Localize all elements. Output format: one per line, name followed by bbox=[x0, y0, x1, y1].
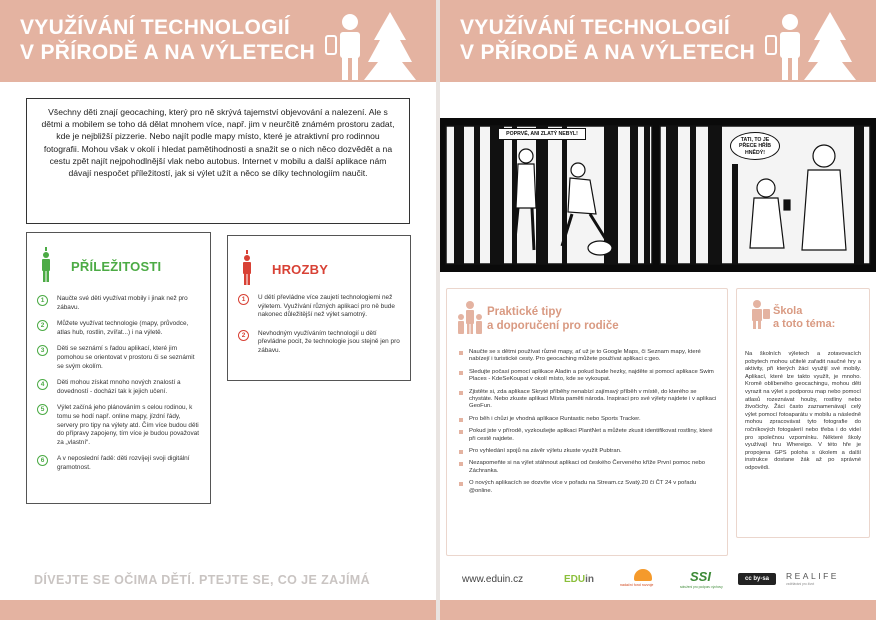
eduin-link[interactable]: www.eduin.cz bbox=[462, 574, 524, 585]
left-bottom-bar bbox=[0, 600, 436, 620]
comic-strip bbox=[440, 118, 876, 272]
family-icon bbox=[457, 299, 483, 335]
right-page bbox=[440, 0, 876, 620]
eduin-logo: EDUin bbox=[564, 574, 595, 585]
list-item: 2 Můžete využívat technologie (mapy, průvodce, atlas hub, rostlin, zvířat...) i na výletě. bbox=[37, 320, 202, 337]
list-item: Zjistěte si, zda aplikace Skryté příběhy nenabízí zajímavý příběh v místě, do kterého se chystáte. Nebo zkuste aplikaci Místa paměti národa. Inspiraci pro své výlety najdete i v aplikaci GeoFun. bbox=[459, 389, 719, 411]
list-item: Nezapomeňte si na výlet stáhnout aplikaci od českého Červeného kříže První pomoc nebo Záchranka. bbox=[459, 460, 719, 475]
comic-illustration bbox=[440, 118, 876, 272]
list-item: O nových aplikacích se dozvíte více v pořadu na Stream.cz Svatý.20 či ČT 24 v pořadu @online. bbox=[459, 480, 719, 495]
slogan: DÍVEJTE SE OČIMA DĚTÍ. PTEJTE SE, CO JE ZAJÍMÁ bbox=[34, 573, 371, 587]
red-person-icon bbox=[240, 250, 254, 286]
school-heading: Škola a toto téma: bbox=[773, 305, 836, 330]
ssi-logo: SSI sdružení pro podporu výchovy bbox=[680, 569, 723, 589]
footer bbox=[440, 565, 876, 593]
list-item: 3 Děti se seznámí s řadou aplikací, které jim pomohou se orientovat v prostoru či se seznámit se svým okolím. bbox=[37, 345, 202, 371]
list-item: Sledujte počasí pomocí aplikace Aladin a pokud bude hezky, najděte si pomocí aplikace Swim Places - KdeSeKoupat v okolí místo, kde se vykoupat. bbox=[459, 369, 719, 384]
person-with-phone-and-tree-icon bbox=[320, 6, 420, 82]
tips-list bbox=[459, 349, 719, 500]
list-item: 6 A v neposlední řadě: děti rozvíjejí svoji digitální gramotnost. bbox=[37, 455, 202, 472]
green-person-icon bbox=[39, 247, 53, 283]
list-item: Pro běh i chůzi je vhodná aplikace Runtastic nebo Sports Tracker. bbox=[459, 416, 719, 423]
foundation-logo: nadační fond rozvoje bbox=[620, 569, 668, 589]
school-box bbox=[736, 288, 870, 538]
speech-bubble: TATI, TO JE PŘECE HŘÍB HNĚDÝ! bbox=[730, 132, 780, 160]
list-item: Pro vyhledání spojů na závěr výletu zkuste využít Pubtran. bbox=[459, 448, 719, 455]
school-child-icon bbox=[747, 299, 771, 329]
person-with-phone-and-tree-icon bbox=[760, 6, 860, 82]
creative-commons-logo: cc by-sa bbox=[738, 573, 776, 585]
tips-heading: Praktické tipy a doporučení pro rodiče bbox=[487, 306, 619, 332]
realife-logo: REALIFE vzdělávání pro život bbox=[786, 571, 839, 586]
list-item: 1 U dětí převládne více zaujetí technologiemi než výletem. Využívání různých aplikací pro ně bude nakonec důležitější než výlet samotný. bbox=[238, 294, 402, 320]
intro-box bbox=[26, 98, 410, 224]
threats-heading: HROZBY bbox=[272, 262, 329, 277]
tips-box bbox=[446, 288, 728, 556]
left-title-banner bbox=[0, 0, 436, 82]
right-title-banner bbox=[440, 0, 876, 82]
school-text: Na školních výletech a zotavovacích pobytech mohou učitelé zařadit naučné hry a aktivity, při kterých žáci využijí své mobily. Aplikací, které lze takto využít, je mnoho. Kromě oblíbeného geocachingu, mohou děti vyrazit na výlet s podporou map nebo pomocí atlasů rozeznávat houby, rostliny nebo živočichy. Žáci často zaznamenávají celý výlet pomocí fotoaparátu v mobilu a následně mohou zpracovávat tyto fotografie do ročníkových fotogalerií nebo třeba i do videí pro společnou vzpomínku. Některé školy využívají hru Whereigo. V této hře je propojena GPS poloha s úkolem a další instrukce dostane žák až po správné odpovědi. bbox=[745, 351, 861, 471]
opportunities-box bbox=[26, 232, 211, 504]
opportunities-heading: PŘÍLEŽITOSTI bbox=[71, 259, 162, 274]
threats-list bbox=[238, 294, 402, 366]
list-item: Pokud jste v přírodě, vyzkoušejte aplikaci PlantNet a můžete zkusit identifikovat rostliny, které při cestě najdete. bbox=[459, 428, 719, 443]
speech-bubble: POPRVÉ, ANI ZLATÝ NEBYL! bbox=[498, 128, 586, 140]
list-item: 1 Naučte své děti využívat mobily i jinak než pro zábavu. bbox=[37, 295, 202, 312]
right-bottom-bar bbox=[440, 600, 876, 620]
left-page bbox=[0, 0, 436, 620]
list-item: Naučte se s dětmi používat různé mapy, ať už je to Google Maps, či Seznam mapy, které nabízejí i turistické cesty. Pro geocaching můžete používat aplikaci c:geo. bbox=[459, 349, 719, 364]
right-page-title: VYUŽÍVÁNÍ TECHNOLOGIÍ V PŘÍRODĚ A NA VÝLETECH bbox=[460, 16, 756, 64]
threats-box bbox=[227, 235, 411, 381]
intro-text: Všechny děti znají geocaching, který pro ně skrývá tajemství objevování a nalezení. Ale s dětmi a mobilem se toho dá dělat mnohem více, např. jim v neurčitě známém prostoru zadat, kde je nejbližší pizzerie. Nebo najít podle mapy místo, které je atraktivní pro rodinnou fotografii. Mohou však v okolí i hledat pamětihodnosti a snažit se o nich něco dozvědět a na cestu zpět najít nejpohodlnější vlak nebo autobus. Internet v mobilu a další aplikace nám dávají nespočet příležitostí, jak si výlet užít a něco se díky technologiím naučit. bbox=[41, 107, 395, 179]
list-item: 4 Děti mohou získat mnoho nových znalostí a dovedností - dochází tak k jejich učení. bbox=[37, 379, 202, 396]
list-item: 2 Nevhodným využíváním technologií u dětí převládne pocit, že technologie jsou stejně jen pro zábavu. bbox=[238, 330, 402, 356]
list-item: 5 Výlet začíná jeho plánováním s celou rodinou, k tomu se hodí např. online mapy, jízdní řády, servery pro tipy na výlety atd. Čím více budou děti do přípravy zapojeny, tím více je budou považovat za „vlastní“. bbox=[37, 404, 202, 447]
opportunities-list bbox=[37, 295, 202, 481]
left-page-title: VYUŽÍVÁNÍ TECHNOLOGIÍ V PŘÍRODĚ A NA VÝLETECH bbox=[20, 16, 316, 64]
